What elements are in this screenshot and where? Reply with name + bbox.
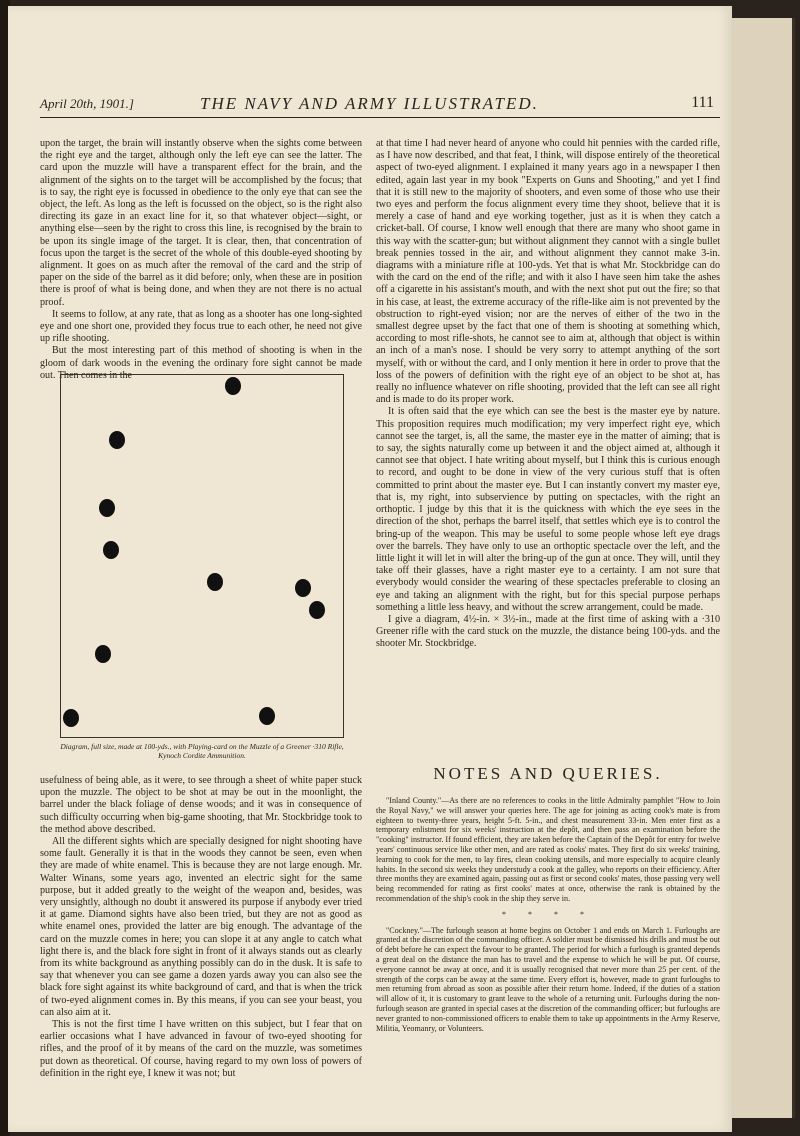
- paragraph: It is often said that the eye which can see the best is the master eye by nature. This proposition requires much modification; my very imperfect right eye, which cannot see the target, is, all the same, the master eye in the matter of aiming; that is to say, the sights naturally come up between it and the object aimed at, although it cannot see that object. I hate writing about myself, but I think this is curious enough to record, and ought to be done in view of the very curious stuff that is often committed to print about the master eye. But I can instantly convert my master eye, that is, my right, into subservience by putting on spectacles, with the right an orthoptic. I judge by this that it is the quickness with which the eye sees in the direction of the shot, perhaps the barrel itself, that settles which eye is to control the bring-up of the weapon. This may be useful to some people whose left eye drags over the barrels. They have only to use an orthoptic spectacle over the left, and the little light it will let in will alter the bring-up of the gun at once. They will, until they take off their glasses, have a right master eye to a certainty. I am not sure that everybody would consider the wearing of these spectacles preferable to closing an eye and taking an alignment with the right, but for this special purpose perhaps something a little less heavy, and without the screw arrangement, could be made.: [376, 406, 720, 613]
- paragraph: upon the target, the brain will instantly observe when the sights come between the right eye and the target, although only the left eye can see the latter. The card upon the muzzle will have a transparent effect for the brain, and the alignment of the sights on to the target will be accomplished by the focus; that is to say, the right eye is focussed in obedience to the only eye that can see the object, the left. As long as the left is focussed on the object, so is the right also directing its gaze in an exact line for it, so that whatever object—sight, or anything else—seen by the right to cross this line, is recognised by the brain to be upon its single image of the target. It is clear, then, that concentration of focus upon the target is the secret of the whole of this double-eyed shooting by alignment. It goes on as much after the removal of the card and the strip of paper on the side of the barrel as it did before; only, when these are in position there is proof of what is being done, and when they are not there is no actual proof.: [40, 138, 362, 308]
- column-1-bottom: [40, 775, 362, 1120]
- target-diagram: [60, 374, 344, 738]
- column-1-top: [40, 138, 362, 381]
- paragraph: usefulness of being able, as it were, to see through a sheet of white paper stuck upon the muzzle. The object to be shot at may be out in the moonlight, the barrel under the black foliage of dense woods; and it was in consequence of such difficulty occurring when big-game shooting, that Mr. Stockbridge took to the method above described.: [40, 775, 362, 835]
- column-2: [376, 138, 720, 762]
- bullet-hole: [225, 377, 241, 395]
- page-edges: [732, 18, 795, 1118]
- bullet-hole: [259, 707, 275, 725]
- paragraph: at that time I had never heard of anyone who could hit pennies with the carded rifle, as I have now described, and that feat, I think, will dispose entirely of the theoretical aspect of two-eyed alignment. I explained it many years ago in a newspaper I then edited, again last year in my book "Experts on Guns and Shooting," and yet I find that it is still new to the majority of shooters, and even some of those who use their two eyes and perform the focus alignment every time they shoot, believe that it is merely a case of hand and eye working together, just as it is when they catch a cricket-ball. Of course, I know well enough that there are many who shoot game in this way with the scatter-gun; but without alignment they cannot with a single bullet break pennies tossed in the air, and without alignment they cannot make 3-in. diagrams with a miniature rifle at 100-yds. Yet that is what Mr. Stockbridge can do with the card on the end of the rifle; and with it also I have seen him take the ashes off a cigarette in his assistant's mouth, and with the next shot put out the fire; so that in his case, at least, the extreme accuracy of the rifle-like aim is not prevented by the obstruction to right-eyed vision; nor are the nerves of either of the two in the smallest degree upset by the fact that one of them is shooting at something which, according to most rifle-shots, he cannot see to aim at, although that object is within an inch of a man's nose. I should be very sorry to attempt anything of the sort myself, with or without the card, and I only mention it here in order to prove that the loss of the powers of definition with the right eye of an object to be shot at, has really no influence whatever on rifle shooting, provided that the left can see all right and is made to do its proper work.: [376, 138, 720, 406]
- paragraph: All the different sights which are specially designed for night shooting have some fault. Generally it is that in the woods they cannot be seen, even when they are made of white enamel. This is because they are not large enough. Mr. Walter Winans, some years ago, invented an electric sight for the same purpose, but it added greatly to the weight of the weapon and, besides, was very unsightly, although no doubt it answered its purpose if anybody ever tried it at game. Diamond sights have also been tried, but they are not as good as white enamel ones, provided the latter are big enough. The advantage of the card on the muzzle comes in here; you can slope it at any angle to catch what light there is, and the black fore sight in front of it always stands out as clearly from its white background as anything possibly can do in the dusk. It is safe to say that whenever you can see game a dozen yards away you can also see the black fore sight against its white background of card, and that is when the trick of two-eyed alignment comes in. By this means, if you can see your beast, you can also aim at it.: [40, 836, 362, 1018]
- note-item: "Inland County."—As there are no references to cooks in the little Admiralty pamphlet "How to Join the Royal Navy," we will answer your queries here. The age for joining as acting cook's mate is from eighteen to twenty-three years, height 5-ft. 5-in., and chest measurement 33-in. Men enter first as a temporary enlistment for six weeks' instruction at the depôt, and then pass an examination before the "cooking" instructor. If found efficient, they are taken before the Captain of the Depôt for entry for twelve years' continuous service like other men, and are rated as cooks' mates. They first do six weeks' training, learning to cook for the men, to lay fires, clean cooking utensils, and more especially to acquire cleanly habits. In the second six weeks they understudy a cook at the galley, who reports on their efficiency. After three months they are examined again, passing out as first or second cooks' mates, those passing very well being recommended for rating as first cooks' mates at once, otherwise the rank is obtained by the recommendation of the ship's cook in the ship they serve in.: [376, 796, 720, 903]
- bullet-hole: [95, 645, 111, 663]
- bullet-hole: [309, 601, 325, 619]
- paragraph: But the most interesting part of this method of shooting is when in the gloom of dark woods in the evening the ordinary fore sight cannot be made out. Then comes in the: [40, 345, 362, 381]
- bullet-hole: [207, 573, 223, 591]
- page-number: 111: [691, 94, 714, 111]
- paragraph: It seems to follow, at any rate, that as long as a shooter has one long-sighted eye and one short one, provided they focus true to each other, he need not give up rifle shooting.: [40, 308, 362, 345]
- bullet-hole: [103, 541, 119, 559]
- notes-heading: NOTES AND QUERIES.: [433, 764, 663, 783]
- bullet-hole: [109, 431, 125, 449]
- header-title: THE NAVY AND ARMY ILLUSTRATED.: [200, 94, 539, 113]
- bullet-hole: [295, 579, 311, 597]
- bullet-hole: [99, 499, 115, 517]
- figure-caption: Diagram, full size, made at 100-yds., with Playing-card on the Muzzle of a Greener ·310 Rifle, Kynoch Cordite Ammunition.: [60, 742, 344, 760]
- note-item: "Cockney."—The furlough season at home begins on October 1 and ends on March 1. Furloughs are granted at the discretion of the commanding officer. A soldier must be dismissed his drills and must be out of debt before he can expect the favour to be granted. The period for which a furlough is granted depends a great deal on the distance the man has to travel and the expense to which he will be put. Of course, everyone cannot be away at once, and it is usually recognised that never more than 25 per cent. of the strength of the corps can be away at the same time. Every effort is, however, made to grant furloughs to men returning from abroad as soon as possible after their return home. Indeed, if the duties of a station will allow of it, it is customary to grant leave to the whole of a returning unit. Furloughs during the non-furlough season are granted in special cases at the discretion of the commanding officer; but furloughs are never granted to non-commissioned officers to enable them to take up appointments in the Army Reserve, Militia, Yeomanry, or Volunteers.: [376, 925, 721, 1033]
- section-separator: * * * *: [502, 909, 594, 919]
- header-date: April 20th, 1901.]: [40, 96, 134, 111]
- paragraph: I give a diagram, 4½-in. × 3½-in., made at the first time of asking with a ·310 Greener rifle with the card stuck on the muzzle, the distance being 100-yds. and the shooter Mr. Stockbridge.: [376, 613, 720, 650]
- notes-section: [376, 796, 720, 1116]
- header-rule: [40, 117, 720, 118]
- bullet-hole: [63, 709, 79, 727]
- paragraph: This is not the first time I have written on this subject, but I fear that on earlier occasions what I have advanced in favour of two-eyed shooting for rifles, and the proof of it by means of the card on the muzzle, was sometimes put down as theoretical. Of course, having regard to my own loss of powers of definition in the right eye, I knew it was not; but: [40, 1019, 362, 1079]
- running-header: [40, 94, 720, 116]
